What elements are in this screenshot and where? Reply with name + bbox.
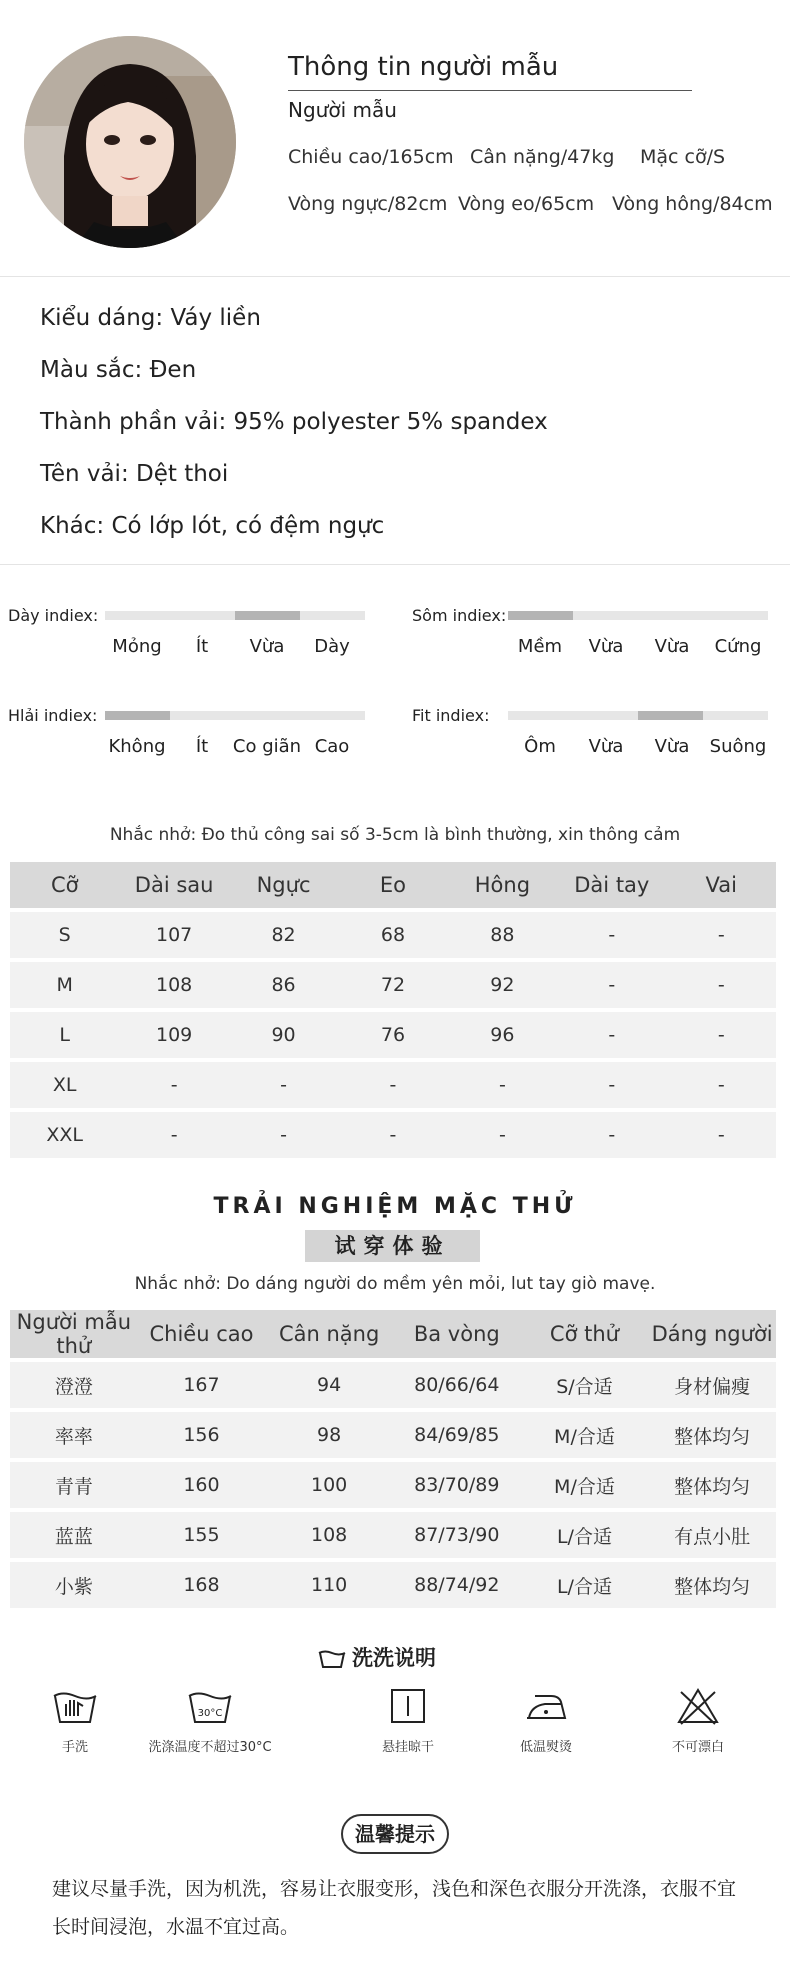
care-title bbox=[318, 1642, 436, 1672]
table-cell: L/合适 bbox=[521, 1512, 649, 1558]
tryon-col-header: Cân nặng bbox=[265, 1310, 393, 1358]
size-col-header: Hông bbox=[448, 862, 557, 908]
section-divider bbox=[0, 564, 790, 565]
table-cell: - bbox=[119, 1112, 228, 1158]
elasticity-option: Không bbox=[108, 736, 166, 757]
table-row bbox=[10, 1012, 776, 1058]
softness-index-bar bbox=[508, 611, 768, 620]
care-title-text: 洗洗说明 bbox=[352, 1646, 436, 1670]
fit-index-bar bbox=[508, 711, 768, 720]
table-row bbox=[10, 1362, 776, 1408]
table-cell: 98 bbox=[265, 1412, 393, 1458]
table-cell: - bbox=[338, 1112, 447, 1158]
table-cell: - bbox=[667, 962, 776, 1008]
tryon-table-header-row bbox=[10, 1310, 776, 1358]
table-cell: 小紫 bbox=[10, 1562, 138, 1608]
table-row bbox=[10, 962, 776, 1008]
size-col-header: Cỡ bbox=[10, 862, 119, 908]
size-table-header-row bbox=[10, 862, 776, 908]
table-cell: - bbox=[119, 1062, 228, 1108]
table-row bbox=[10, 912, 776, 958]
table-cell: M/合适 bbox=[521, 1462, 649, 1508]
tryon-col-header: Chiều cao bbox=[138, 1310, 266, 1358]
elasticity-index-label: Hlải indiex: bbox=[8, 706, 98, 725]
table-cell: 率率 bbox=[10, 1412, 138, 1458]
table-cell: 156 bbox=[138, 1412, 266, 1458]
attr-fabric-name: Tên vải: Dệt thoi bbox=[40, 461, 229, 487]
table-cell: M/合适 bbox=[521, 1412, 649, 1458]
size-measure-note: Nhắc nhở: Đo thủ công sai số 3-5cm là bình thường, xin thông cảm bbox=[109, 825, 681, 845]
tryon-col-header: Dáng người bbox=[648, 1310, 776, 1358]
table-cell: 84/69/85 bbox=[393, 1412, 521, 1458]
care-label: 低温熨烫 bbox=[519, 1740, 572, 1755]
tryon-col-header: Người mẫu thử bbox=[10, 1310, 138, 1358]
table-cell: 83/70/89 bbox=[393, 1462, 521, 1508]
table-cell: S bbox=[10, 912, 119, 958]
model-photo-illustration bbox=[24, 36, 236, 248]
size-col-header: Ngực bbox=[229, 862, 338, 908]
model-waist: Vòng eo/65cm bbox=[458, 193, 595, 215]
table-cell: 107 bbox=[119, 912, 228, 958]
attr-other: Khác: Có lớp lót, có đệm ngực bbox=[40, 513, 385, 539]
softness-option: Vừa bbox=[588, 636, 624, 657]
table-cell: - bbox=[557, 1062, 666, 1108]
table-cell: 94 bbox=[265, 1362, 393, 1408]
model-hips: Vòng hông/84cm bbox=[612, 193, 773, 215]
table-cell: 身材偏瘦 bbox=[648, 1362, 776, 1408]
care-label: 悬挂晾干 bbox=[381, 1740, 434, 1755]
table-cell: 76 bbox=[338, 1012, 447, 1058]
table-cell: 167 bbox=[138, 1362, 266, 1408]
table-cell: 96 bbox=[448, 1012, 557, 1058]
tips-badge: 温馨提示 bbox=[341, 1814, 449, 1854]
attr-color: Màu sắc: Đen bbox=[40, 357, 197, 383]
elasticity-index-bar bbox=[105, 711, 365, 720]
table-cell: 100 bbox=[265, 1462, 393, 1508]
table-cell: 澄澄 bbox=[10, 1362, 138, 1408]
table-cell: - bbox=[667, 1012, 776, 1058]
table-cell: 160 bbox=[138, 1462, 266, 1508]
elasticity-option: Co giãn bbox=[232, 736, 302, 757]
model-avatar bbox=[24, 36, 236, 248]
table-cell: 168 bbox=[138, 1562, 266, 1608]
table-row bbox=[10, 1512, 776, 1558]
low-iron-icon bbox=[523, 1686, 569, 1726]
table-cell: - bbox=[557, 1012, 666, 1058]
table-cell: 155 bbox=[138, 1512, 266, 1558]
table-cell: - bbox=[229, 1062, 338, 1108]
softness-option: Vừa bbox=[654, 636, 690, 657]
table-cell: - bbox=[448, 1062, 557, 1108]
model-subtitle: Người mẫu bbox=[288, 98, 397, 122]
thickness-option: Dày bbox=[314, 636, 350, 657]
table-cell: 有点小肚 bbox=[648, 1512, 776, 1558]
table-cell: 90 bbox=[229, 1012, 338, 1058]
tryon-title: TRẢI NGHIỆM MẶC THỬ bbox=[213, 1194, 577, 1219]
title-divider bbox=[288, 90, 692, 91]
tips-text: 建议尽量手洗，因为机洗，容易让衣服变形，浅色和深色衣服分开洗涤，衣服不宜长时间浸泡，水温不宜过高。 bbox=[52, 1878, 737, 1938]
table-row bbox=[10, 1462, 776, 1508]
table-cell: 80/66/64 bbox=[393, 1362, 521, 1408]
fit-index-selected bbox=[638, 711, 703, 720]
table-row bbox=[10, 1062, 776, 1108]
fit-option: Vừa bbox=[588, 736, 624, 757]
table-row bbox=[10, 1412, 776, 1458]
softness-index-label: Sôm indiex: bbox=[412, 606, 507, 625]
tryon-table bbox=[10, 1306, 776, 1612]
table-cell: - bbox=[667, 1112, 776, 1158]
table-cell: 87/73/90 bbox=[393, 1512, 521, 1558]
attr-fabric-composition: Thành phần vải: 95% polyester 5% spandex bbox=[40, 409, 548, 435]
tryon-cn-badge: 试穿体验 bbox=[305, 1230, 480, 1262]
table-cell: 86 bbox=[229, 962, 338, 1008]
thickness-option: Mỏng bbox=[112, 636, 162, 657]
care-label: 不可漂白 bbox=[671, 1740, 724, 1755]
wash-30-icon bbox=[187, 1686, 233, 1726]
elasticity-option: Cao bbox=[314, 736, 350, 757]
care-low-iron bbox=[471, 1686, 621, 1755]
wash-30-icon-text: 30°C bbox=[197, 1708, 223, 1719]
size-col-header: Dài tay bbox=[557, 862, 666, 908]
model-bust: Vòng ngực/82cm bbox=[288, 193, 448, 215]
section-divider bbox=[0, 276, 790, 277]
table-cell: L/合适 bbox=[521, 1562, 649, 1608]
thickness-index-bar bbox=[105, 611, 365, 620]
hang-dry-icon bbox=[388, 1686, 428, 1726]
table-cell: 整体均匀 bbox=[648, 1562, 776, 1608]
attr-style: Kiểu dáng: Váy liền bbox=[40, 305, 261, 331]
elasticity-index-selected bbox=[105, 711, 170, 720]
table-cell: - bbox=[557, 962, 666, 1008]
care-label: 洗涤温度不超过30°C bbox=[148, 1740, 272, 1755]
table-cell: 82 bbox=[229, 912, 338, 958]
table-cell: 青青 bbox=[10, 1462, 138, 1508]
table-cell: - bbox=[667, 1062, 776, 1108]
fit-option: Ôm bbox=[524, 736, 556, 757]
table-cell: 蓝蓝 bbox=[10, 1512, 138, 1558]
table-cell: 110 bbox=[265, 1562, 393, 1608]
table-cell: - bbox=[338, 1062, 447, 1108]
size-col-header: Eo bbox=[338, 862, 447, 908]
softness-option: Mềm bbox=[517, 636, 563, 657]
table-cell: XXL bbox=[10, 1112, 119, 1158]
size-table bbox=[10, 858, 776, 1162]
tryon-col-header: Ba vòng bbox=[393, 1310, 521, 1358]
care-wash-30 bbox=[135, 1686, 285, 1755]
table-cell: 92 bbox=[448, 962, 557, 1008]
fit-index-label: Fit indiex: bbox=[412, 706, 490, 725]
care-hang-dry bbox=[333, 1686, 483, 1755]
size-col-header: Dài sau bbox=[119, 862, 228, 908]
table-cell: 108 bbox=[265, 1512, 393, 1558]
table-cell: - bbox=[557, 1112, 666, 1158]
table-cell: 108 bbox=[119, 962, 228, 1008]
thickness-index-selected bbox=[235, 611, 300, 620]
table-cell: 68 bbox=[338, 912, 447, 958]
fit-option: Suông bbox=[709, 736, 767, 757]
table-cell: 整体均匀 bbox=[648, 1412, 776, 1458]
table-cell: 72 bbox=[338, 962, 447, 1008]
no-bleach-icon bbox=[675, 1686, 721, 1726]
table-cell: 整体均匀 bbox=[648, 1462, 776, 1508]
table-cell: - bbox=[557, 912, 666, 958]
table-row bbox=[10, 1112, 776, 1158]
model-info-section bbox=[0, 0, 790, 272]
model-info-title: Thông tin người mẫu bbox=[288, 52, 559, 82]
wash-basin-icon bbox=[318, 1649, 346, 1669]
table-cell: - bbox=[448, 1112, 557, 1158]
model-size: Mặc cỡ/S bbox=[640, 146, 726, 168]
table-cell: 88/74/92 bbox=[393, 1562, 521, 1608]
model-height: Chiều cao/165cm bbox=[288, 146, 454, 168]
elasticity-option: Ít bbox=[195, 736, 209, 757]
hand-wash-icon bbox=[52, 1686, 98, 1726]
table-row bbox=[10, 1562, 776, 1608]
size-col-header: Vai bbox=[667, 862, 776, 908]
softness-option: Cứng bbox=[714, 636, 762, 657]
care-label: 手洗 bbox=[61, 1740, 88, 1755]
table-cell: S/合适 bbox=[521, 1362, 649, 1408]
thickness-index-label: Dày indiex: bbox=[8, 606, 99, 625]
table-cell: L bbox=[10, 1012, 119, 1058]
table-cell: - bbox=[229, 1112, 338, 1158]
care-hand-wash bbox=[0, 1686, 150, 1755]
tryon-note: Nhắc nhở: Do dáng người do mềm yên mỏi, lut tay giò mavẹ. bbox=[134, 1274, 656, 1294]
table-cell: M bbox=[10, 962, 119, 1008]
thickness-option: Vừa bbox=[249, 636, 285, 657]
table-cell: 88 bbox=[448, 912, 557, 958]
fit-option: Vừa bbox=[654, 736, 690, 757]
care-no-bleach bbox=[623, 1686, 773, 1755]
table-cell: XL bbox=[10, 1062, 119, 1108]
model-weight: Cân nặng/47kg bbox=[470, 146, 615, 168]
thickness-option: Ít bbox=[195, 636, 209, 657]
table-cell: - bbox=[667, 912, 776, 958]
softness-index-selected bbox=[508, 611, 573, 620]
tryon-col-header: Cỡ thử bbox=[521, 1310, 649, 1358]
product-attributes bbox=[40, 305, 548, 565]
table-cell: 109 bbox=[119, 1012, 228, 1058]
